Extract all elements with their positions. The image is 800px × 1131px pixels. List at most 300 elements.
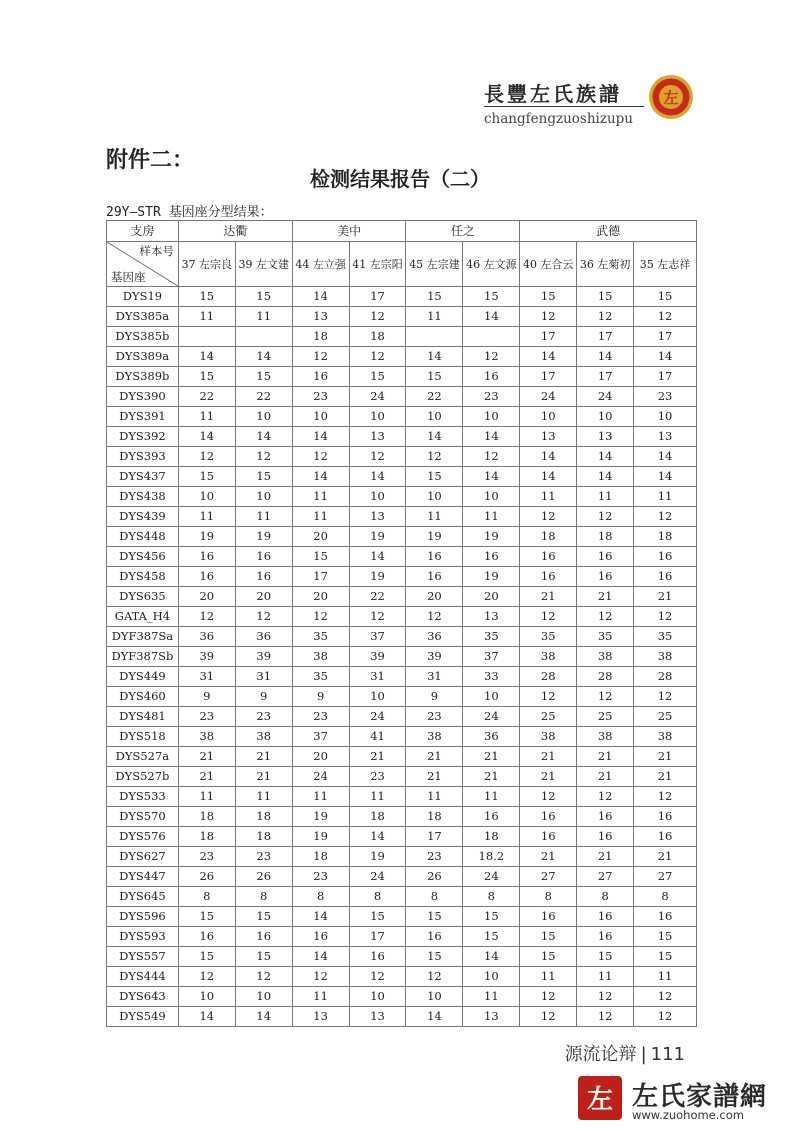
allele-cell: 24 xyxy=(292,767,349,787)
allele-cell: 11 xyxy=(634,967,697,987)
allele-cell: 17 xyxy=(634,367,697,387)
allele-cell: 14 xyxy=(178,347,235,367)
allele-cell: 16 xyxy=(178,567,235,587)
allele-cell: 17 xyxy=(577,327,634,347)
allele-cell: 14 xyxy=(577,347,634,367)
allele-cell: 15 xyxy=(235,367,292,387)
allele-cell: 16 xyxy=(577,907,634,927)
allele-cell: 12 xyxy=(577,607,634,627)
allele-cell: 38 xyxy=(577,647,634,667)
allele-cell: 39 xyxy=(349,647,406,667)
allele-cell: 36 xyxy=(235,627,292,647)
allele-cell: 23 xyxy=(292,867,349,887)
allele-cell: 16 xyxy=(406,547,463,567)
allele-cell: 15 xyxy=(634,927,697,947)
allele-cell: 35 xyxy=(577,627,634,647)
allele-cell: 27 xyxy=(520,867,577,887)
allele-cell: 8 xyxy=(178,887,235,907)
allele-cell: 35 xyxy=(292,667,349,687)
allele-cell: 17 xyxy=(292,567,349,587)
allele-cell: 18 xyxy=(349,327,406,347)
allele-cell: 15 xyxy=(349,907,406,927)
allele-cell: 21 xyxy=(235,767,292,787)
table-row xyxy=(107,727,697,747)
allele-cell: 10 xyxy=(349,687,406,707)
table-row xyxy=(107,607,697,627)
locus-cell: DYS456 xyxy=(107,547,179,567)
locus-cell: DYS593 xyxy=(107,927,179,947)
allele-cell: 8 xyxy=(463,887,520,907)
allele-cell: 12 xyxy=(349,347,406,367)
table-row xyxy=(107,927,697,947)
allele-cell: 38 xyxy=(235,727,292,747)
sample-header: 40 左合云 xyxy=(520,242,577,287)
allele-cell: 25 xyxy=(577,707,634,727)
sample-header-row xyxy=(107,242,697,287)
allele-cell: 12 xyxy=(235,447,292,467)
allele-cell: 38 xyxy=(520,647,577,667)
allele-cell: 15 xyxy=(463,287,520,307)
allele-cell: 19 xyxy=(292,807,349,827)
allele-cell: 9 xyxy=(178,687,235,707)
locus-cell: DYF387Sa xyxy=(107,627,179,647)
watermark-logo-icon xyxy=(576,1074,624,1122)
allele-cell: 11 xyxy=(463,987,520,1007)
brand-subtitle: changfengzuoshizupu xyxy=(484,111,633,127)
locus-cell: DYS438 xyxy=(107,487,179,507)
allele-cell: 15 xyxy=(406,907,463,927)
allele-cell: 11 xyxy=(292,487,349,507)
locus-cell: DYS570 xyxy=(107,807,179,827)
allele-cell: 38 xyxy=(634,647,697,667)
branch-group-header: 美中 xyxy=(292,221,406,242)
locus-cell: DYF387Sb xyxy=(107,647,179,667)
sample-header: 44 左立强 xyxy=(292,242,349,287)
sample-header: 36 左菊初 xyxy=(577,242,634,287)
allele-cell: 21 xyxy=(520,587,577,607)
allele-cell: 12 xyxy=(634,507,697,527)
allele-cell: 21 xyxy=(463,767,520,787)
allele-cell: 21 xyxy=(634,747,697,767)
allele-cell: 14 xyxy=(178,1007,235,1027)
allele-cell: 11 xyxy=(463,787,520,807)
allele-cell: 11 xyxy=(235,507,292,527)
table-row xyxy=(107,1007,697,1027)
table-row xyxy=(107,347,697,367)
allele-cell: 10 xyxy=(406,487,463,507)
allele-cell: 22 xyxy=(349,587,406,607)
locus-cell: DYS533 xyxy=(107,787,179,807)
allele-cell: 21 xyxy=(406,767,463,787)
allele-cell: 24 xyxy=(577,387,634,407)
allele-cell: 11 xyxy=(520,487,577,507)
allele-cell: 17 xyxy=(349,287,406,307)
allele-cell: 38 xyxy=(178,727,235,747)
allele-cell: 21 xyxy=(406,747,463,767)
allele-cell: 15 xyxy=(292,547,349,567)
allele-cell: 16 xyxy=(520,907,577,927)
page-number: 111 xyxy=(650,1044,685,1065)
allele-cell: 23 xyxy=(406,707,463,727)
allele-cell: 22 xyxy=(235,387,292,407)
allele-cell: 16 xyxy=(349,947,406,967)
allele-cell: 11 xyxy=(406,787,463,807)
allele-cell: 12 xyxy=(520,787,577,807)
footer-section: 源流论辩 xyxy=(564,1044,637,1065)
allele-cell: 16 xyxy=(577,827,634,847)
allele-cell: 14 xyxy=(634,347,697,367)
table-row xyxy=(107,587,697,607)
allele-cell: 10 xyxy=(463,407,520,427)
allele-cell: 20 xyxy=(463,587,520,607)
table-row xyxy=(107,847,697,867)
allele-cell: 12 xyxy=(292,607,349,627)
allele-cell: 14 xyxy=(349,467,406,487)
allele-cell: 12 xyxy=(520,687,577,707)
table-row xyxy=(107,427,697,447)
allele-cell: 12 xyxy=(463,347,520,367)
table-body xyxy=(107,287,697,1027)
table-row xyxy=(107,307,697,327)
allele-cell: 16 xyxy=(577,927,634,947)
allele-cell: 12 xyxy=(520,1007,577,1027)
allele-cell: 21 xyxy=(577,587,634,607)
allele-cell: 38 xyxy=(577,727,634,747)
allele-cell: 14 xyxy=(406,1007,463,1027)
allele-cell: 14 xyxy=(634,467,697,487)
allele-cell: 12 xyxy=(634,987,697,1007)
allele-cell: 26 xyxy=(235,867,292,887)
allele-cell: 14 xyxy=(406,347,463,367)
allele-cell: 11 xyxy=(292,987,349,1007)
allele-cell: 21 xyxy=(634,587,697,607)
report-title: 检测结果报告（二） xyxy=(310,167,490,191)
allele-cell: 16 xyxy=(406,567,463,587)
locus-cell: DYS449 xyxy=(107,667,179,687)
allele-cell: 12 xyxy=(520,507,577,527)
allele-cell: 11 xyxy=(349,787,406,807)
allele-cell: 24 xyxy=(463,867,520,887)
locus-cell: DYS635 xyxy=(107,587,179,607)
locus-cell: DYS389b xyxy=(107,367,179,387)
locus-cell: DYS460 xyxy=(107,687,179,707)
allele-cell: 19 xyxy=(406,527,463,547)
branch-label: 支房 xyxy=(107,221,179,242)
allele-cell: 21 xyxy=(577,767,634,787)
allele-cell: 12 xyxy=(577,787,634,807)
allele-cell: 13 xyxy=(349,507,406,527)
locus-cell: DYS627 xyxy=(107,847,179,867)
allele-cell: 15 xyxy=(520,947,577,967)
allele-cell: 23 xyxy=(178,847,235,867)
seal-char: 左 xyxy=(663,89,679,107)
allele-cell: 11 xyxy=(235,307,292,327)
allele-cell: 18 xyxy=(292,847,349,867)
allele-cell: 8 xyxy=(520,887,577,907)
allele-cell: 10 xyxy=(292,407,349,427)
allele-cell xyxy=(463,327,520,347)
allele-cell: 22 xyxy=(178,387,235,407)
allele-cell: 15 xyxy=(178,907,235,927)
allele-cell: 8 xyxy=(235,887,292,907)
allele-cell: 10 xyxy=(349,987,406,1007)
allele-cell: 28 xyxy=(577,667,634,687)
allele-cell: 19 xyxy=(235,527,292,547)
allele-cell: 13 xyxy=(292,1007,349,1027)
allele-cell xyxy=(235,327,292,347)
allele-cell: 11 xyxy=(178,407,235,427)
allele-cell: 14 xyxy=(292,947,349,967)
table-row xyxy=(107,947,697,967)
locus-cell: DYS518 xyxy=(107,727,179,747)
allele-cell: 16 xyxy=(292,367,349,387)
table-row xyxy=(107,887,697,907)
allele-cell: 23 xyxy=(178,707,235,727)
allele-cell: 14 xyxy=(520,447,577,467)
allele-cell: 17 xyxy=(577,367,634,387)
sample-locus-corner xyxy=(107,242,179,287)
allele-cell: 12 xyxy=(349,447,406,467)
allele-cell: 26 xyxy=(178,867,235,887)
allele-cell: 12 xyxy=(520,607,577,627)
allele-cell: 12 xyxy=(292,967,349,987)
allele-cell: 14 xyxy=(235,1007,292,1027)
allele-cell: 14 xyxy=(463,947,520,967)
page-footer xyxy=(565,1040,685,1066)
allele-cell: 13 xyxy=(520,427,577,447)
allele-cell: 16 xyxy=(292,927,349,947)
allele-cell: 21 xyxy=(463,747,520,767)
allele-cell: 24 xyxy=(520,387,577,407)
allele-cell: 28 xyxy=(520,667,577,687)
allele-cell: 12 xyxy=(406,447,463,467)
allele-cell: 11 xyxy=(292,507,349,527)
allele-cell: 16 xyxy=(235,547,292,567)
allele-cell: 24 xyxy=(463,707,520,727)
allele-cell: 21 xyxy=(178,747,235,767)
allele-cell: 17 xyxy=(634,327,697,347)
sample-header: 45 左宗建 xyxy=(406,242,463,287)
allele-cell: 15 xyxy=(520,927,577,947)
allele-cell: 31 xyxy=(235,667,292,687)
table-row xyxy=(107,687,697,707)
brand-header xyxy=(470,70,710,130)
locus-cell: DYS444 xyxy=(107,967,179,987)
allele-cell: 21 xyxy=(634,847,697,867)
allele-cell: 25 xyxy=(520,707,577,727)
allele-cell: 13 xyxy=(349,427,406,447)
allele-cell: 15 xyxy=(235,947,292,967)
allele-cell: 19 xyxy=(349,847,406,867)
allele-cell: 15 xyxy=(349,367,406,387)
allele-cell: 10 xyxy=(463,967,520,987)
allele-cell: 14 xyxy=(292,287,349,307)
allele-cell: 20 xyxy=(292,587,349,607)
allele-cell: 35 xyxy=(520,627,577,647)
branch-header-row xyxy=(107,221,697,242)
allele-cell: 39 xyxy=(406,647,463,667)
allele-cell: 38 xyxy=(520,727,577,747)
allele-cell: 12 xyxy=(406,967,463,987)
locus-cell: DYS527a xyxy=(107,747,179,767)
allele-cell: 10 xyxy=(463,487,520,507)
allele-cell: 10 xyxy=(349,407,406,427)
allele-cell: 15 xyxy=(178,467,235,487)
allele-cell: 13 xyxy=(577,427,634,447)
allele-cell: 12 xyxy=(178,967,235,987)
allele-cell: 10 xyxy=(634,407,697,427)
allele-cell: 14 xyxy=(634,447,697,467)
allele-cell: 10 xyxy=(406,987,463,1007)
table-row xyxy=(107,407,697,427)
table-row xyxy=(107,287,697,307)
allele-cell: 14 xyxy=(406,427,463,447)
allele-cell: 18.2 xyxy=(463,847,520,867)
allele-cell: 14 xyxy=(349,827,406,847)
table-row xyxy=(107,907,697,927)
locus-cell: DYS458 xyxy=(107,567,179,587)
brand-title: 長豐左氏族譜 xyxy=(484,82,622,106)
allele-cell: 12 xyxy=(349,307,406,327)
allele-cell: 17 xyxy=(520,367,577,387)
allele-cell: 23 xyxy=(406,847,463,867)
allele-cell: 14 xyxy=(577,447,634,467)
table-row xyxy=(107,827,697,847)
allele-cell: 15 xyxy=(406,367,463,387)
allele-cell: 18 xyxy=(235,827,292,847)
locus-cell: DYS392 xyxy=(107,427,179,447)
allele-cell: 15 xyxy=(406,467,463,487)
allele-cell: 20 xyxy=(292,747,349,767)
allele-cell: 23 xyxy=(634,387,697,407)
allele-cell: 14 xyxy=(577,467,634,487)
appendix-label: 附件二： xyxy=(106,148,195,173)
locus-cell: DYS385b xyxy=(107,327,179,347)
allele-cell: 16 xyxy=(520,827,577,847)
allele-cell: 12 xyxy=(577,307,634,327)
str-result-table xyxy=(106,220,697,1027)
allele-cell: 18 xyxy=(577,527,634,547)
allele-cell: 17 xyxy=(520,327,577,347)
sample-header: 46 左文源 xyxy=(463,242,520,287)
allele-cell: 16 xyxy=(520,807,577,827)
allele-cell: 18 xyxy=(292,327,349,347)
table-row xyxy=(107,767,697,787)
allele-cell: 12 xyxy=(349,967,406,987)
table-row xyxy=(107,747,697,767)
table-row xyxy=(107,487,697,507)
allele-cell: 20 xyxy=(292,527,349,547)
allele-cell: 15 xyxy=(577,947,634,967)
allele-cell: 23 xyxy=(292,387,349,407)
allele-cell: 23 xyxy=(349,767,406,787)
allele-cell: 15 xyxy=(406,947,463,967)
allele-cell: 35 xyxy=(463,627,520,647)
allele-cell: 9 xyxy=(235,687,292,707)
seal-logo-icon xyxy=(648,74,694,120)
allele-cell: 14 xyxy=(235,347,292,367)
allele-cell: 13 xyxy=(634,427,697,447)
brand-divider xyxy=(484,106,644,107)
allele-cell: 16 xyxy=(634,807,697,827)
allele-cell: 19 xyxy=(349,567,406,587)
table-row xyxy=(107,467,697,487)
allele-cell: 16 xyxy=(634,827,697,847)
allele-cell: 31 xyxy=(178,667,235,687)
allele-cell: 16 xyxy=(463,807,520,827)
allele-cell: 28 xyxy=(634,667,697,687)
table-row xyxy=(107,667,697,687)
allele-cell: 27 xyxy=(577,867,634,887)
table-row xyxy=(107,367,697,387)
allele-cell: 14 xyxy=(463,467,520,487)
allele-cell: 10 xyxy=(577,407,634,427)
allele-cell: 14 xyxy=(292,427,349,447)
allele-cell: 12 xyxy=(520,307,577,327)
locus-cell: DYS557 xyxy=(107,947,179,967)
allele-cell: 17 xyxy=(406,827,463,847)
locus-cell: DYS439 xyxy=(107,507,179,527)
allele-cell: 12 xyxy=(235,607,292,627)
table-subtitle: 29Y—STR 基因座分型结果： xyxy=(106,205,273,220)
locus-cell: DYS481 xyxy=(107,707,179,727)
allele-cell: 12 xyxy=(634,687,697,707)
allele-cell: 11 xyxy=(520,967,577,987)
allele-cell: 35 xyxy=(292,627,349,647)
allele-cell: 9 xyxy=(406,687,463,707)
locus-cell: DYS393 xyxy=(107,447,179,467)
locus-cell: DYS389a xyxy=(107,347,179,367)
allele-cell: 11 xyxy=(634,487,697,507)
allele-cell: 31 xyxy=(349,667,406,687)
allele-cell: 36 xyxy=(178,627,235,647)
allele-cell: 15 xyxy=(178,287,235,307)
allele-cell: 11 xyxy=(178,307,235,327)
allele-cell: 20 xyxy=(406,587,463,607)
allele-cell: 18 xyxy=(520,527,577,547)
allele-cell: 19 xyxy=(178,527,235,547)
allele-cell: 11 xyxy=(292,787,349,807)
allele-cell: 37 xyxy=(292,727,349,747)
footer-divider: | xyxy=(640,1044,647,1065)
allele-cell: 12 xyxy=(577,507,634,527)
allele-cell: 23 xyxy=(235,707,292,727)
table-row xyxy=(107,967,697,987)
allele-cell: 14 xyxy=(178,427,235,447)
watermark xyxy=(576,1072,796,1128)
allele-cell: 11 xyxy=(178,787,235,807)
allele-cell: 14 xyxy=(520,467,577,487)
allele-cell: 10 xyxy=(178,487,235,507)
allele-cell: 12 xyxy=(292,447,349,467)
allele-cell: 9 xyxy=(292,687,349,707)
watermark-url: www.zuohome.com xyxy=(632,1108,744,1122)
allele-cell: 15 xyxy=(577,287,634,307)
allele-cell: 16 xyxy=(520,567,577,587)
allele-cell: 11 xyxy=(577,967,634,987)
locus-cell: DYS437 xyxy=(107,467,179,487)
allele-cell: 37 xyxy=(349,627,406,647)
allele-cell: 10 xyxy=(235,487,292,507)
allele-cell: 16 xyxy=(577,807,634,827)
table-row xyxy=(107,507,697,527)
allele-cell: 16 xyxy=(577,547,634,567)
allele-cell: 20 xyxy=(178,587,235,607)
allele-cell: 39 xyxy=(235,647,292,667)
allele-cell: 14 xyxy=(349,547,406,567)
table-row xyxy=(107,807,697,827)
allele-cell: 38 xyxy=(634,727,697,747)
